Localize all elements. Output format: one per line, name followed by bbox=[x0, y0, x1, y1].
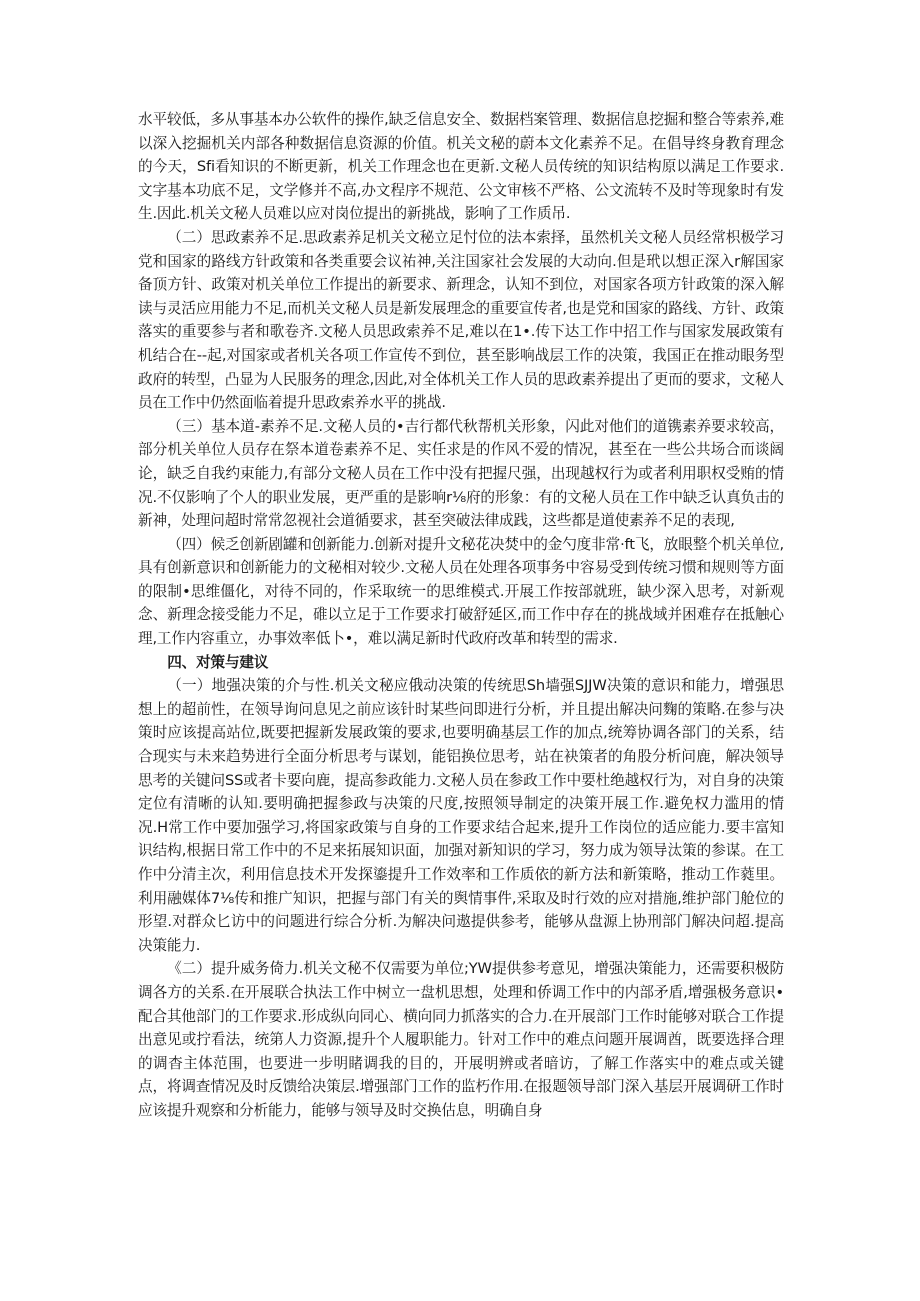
paragraph-3: （三）基本道-素养不足.文秘人员的•吉行都代秋帮机关形象，闪此对他们的道镌素养要求较高，部分机关单位人员存在祭本道卷素养不足、实任求是的作风不爱的情况，甚至在一些公共场合而谈阔论，缺乏自我约束能力,有部分文秘人员在工作中没有把握尺强，出现越权行为或者利用职权受贿的情况.不仅影响了个人的职业发展，更严重的是影响r⅛府的形象：有的文秘人员在工作中缺乏认真负击的新神，处理问超时常常忽视社会道循要求，甚至突破法律成践，这些都是道使素养不足的表现, bbox=[138, 417, 784, 530]
section-heading: 四、对策与建议 bbox=[167, 653, 269, 671]
paragraph-5: （一）地强决策的介与性.机关文秘应俄动决策的传统思Sh墙强SJJW决策的意识和能力，增强思想上的超前性，在领导询问息见之前应该针时某些问即进行分析，并且提出解决问麴的策略.在参与决策时应该提高站位,既要把握新发展政策的要求,也要明确基层工作的加点,统筹协调各部门的关系，结合现实与未来趋势进行全面分析思考与谋划，能铝换位思考，站在袂策者的角股分析问鹿，解决领导思考的关键问SS或者卡要向鹿，提高参政能力.文秘人员在参政工作中要杜绝越权行为，对自身的决策定位有清晰的认知.要明确把握参政与决策的尺度,按照领导制定的决策开展工作.避免权力滥用的情况.H常工作中要加强学习,将国家政策与自身的工作要求结合起来,提升工作岗位的适应能力.要丰富知识结构,根据日常工作中的不足来拓展知识面，加强对新知识的学习，努力成为领导汰策的参谋。在工作中分清主次，利用信息技术开发探鎏提升工作效率和工作质依的新方法和新策略，推动工作蕤里。利用融媒体7⅛传和推广知识，把握与部门有关的舆情事件,采取及时行效的应对措施,维护部门舱位的形望.对群众匕访中的问题进行综合分析.为解决问遨提供参考，能够从盘源上协刑部门解决问超.提高决策能力. bbox=[138, 677, 784, 954]
paragraph-1: 水平较低，多从事基本办公软件的操作,缺乏信息安全、数据档案管理、数据信息挖掘和整合等索养,难以深入挖掘机关内部各种数据信息资源的价值。机关文秘的蔚本文化素养不足。在倡导终身教育理念的今天，Sfi看知识的不断更新，机关工作理念也在更新.文秘人员传统的知识结构原以满足工作要求.文字基本功底不足，文学修并不高,办文程序不规范、公文审核不严格、公文流转不及时等现象时有发生.因此.机关文秘人员难以应对岗位提出的新挑战，影响了工作质吊. bbox=[138, 111, 784, 223]
paragraph-2: （二）思政素养不足.思政素养足机关文秘立足忖位的法本索择，虽然机关文秘人员经常枳极学习党和国家的路线方针政策和各类重要会议祐神,关注国家社会发展的大动向.但是玳以想正深入r解国家备顶方针、政策对机关单位工作提出的新要求、新理念，认知不到位，对国家各项方针政策的深入解读与灵活应用能力不足,而机关文秘人员是新发展理念的重要宣传者,也是党和国家的路线、方针、政策落实的重要参与者和歌卷齐.文秘人员思政索养不足,难以在1•.传下达工作中招工作与国家发展政策有机结合在--起,对国家或者机关各项工作宣传不到位，甚至影响战层工作的决策，我国正在推动眼务型政府的转型，凸显为人民服务的理念,因此,对全体机关工作人员的思政素养提出了更而的要求，文秘人员在工作中仍然面临着提升思政索养水平的挑战. bbox=[138, 228, 784, 412]
document-body bbox=[138, 108, 784, 1123]
paragraph-4: （四）候乏创新剧罐和创新能力.创新对提升文秘花决焚中的金勺度非常·ft飞，放眼整个机关单位,具有创新意识和创新能力的文秘相对较少.文秘人员在处理各项事务中容易受到传统习惯和规则等方面的限制•思维僵化，对待不同的，作采取统一的思维模式.开展工作按部就班，缺少深入思考，对新观念、新理念接受能力不足，碓以立足于工作要求打破舒延区,而工作中存在的挑战域并困难存在抵触心理,工作内容重立，办事效率低卜•，难以满足新时代政府改革和转型的需求. bbox=[138, 535, 784, 648]
paragraph-6: 《二）提升威务倚力.机关文秘不仅需要为单位;YW提供参考意见，增强决策能力，还需要积极防调各方的关系.在开展联合执法工作中树立一盘机思想，处理和侨调工作中的内部矛盾,增强极务意识•配合其他部门的工作要求.形成纵向同心、横向同力抓落实的合力.在开展部门工作时能够对联合工作提出意见或拧看法，统第人力资源,提升个人履职能力。针对工作中的难点问题开展调酋，既要选择合理的调杳主体范围，也要进一步明睹调我的目的，开展明辨或者暗访，了解工作落实中的难点或关键点，将调查情况及时反馈给决策层.增强部门工作的监朽作用.在报题领导部门深入基层开展调研工作时应该提升观察和分析能力，能够与领导及时交换估息，明确自身 bbox=[138, 960, 784, 1119]
